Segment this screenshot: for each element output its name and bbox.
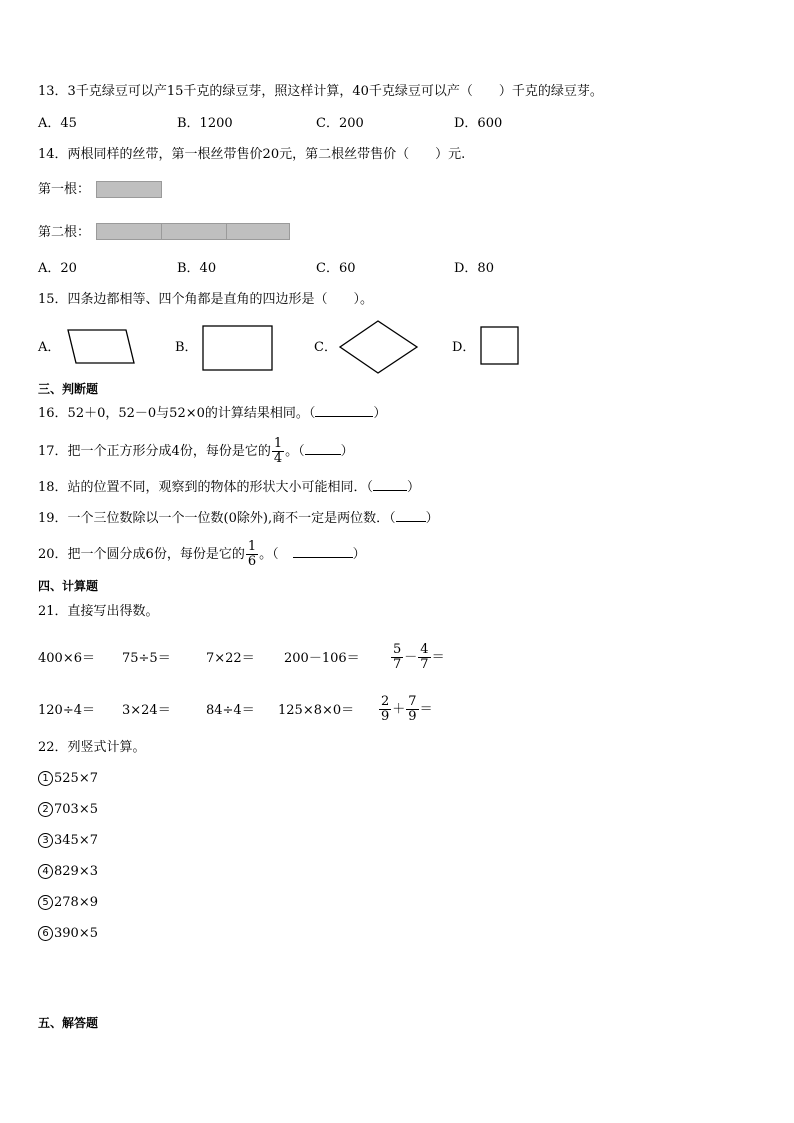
calc-item: 125×8×0＝ — [278, 703, 355, 718]
circled-number: 2 — [38, 802, 53, 817]
second-ribbon-segment-2 — [161, 223, 227, 240]
q18: 18．站的位置不同，观察到的物体的形状大小可能相同．（ ） — [38, 480, 421, 495]
q19-answer-blank[interactable] — [396, 521, 426, 522]
q21-text: 21．直接写出得数。 — [38, 604, 159, 619]
q15-option-b-label: B． — [175, 340, 198, 355]
q13-text: 13．3千克绿豆可以产15千克的绿豆芽，照这样计算，40千克绿豆可以产（ ）千克的绿豆芽。 — [38, 84, 603, 99]
vertical-calc-item: 1 525×7 — [38, 771, 98, 787]
q14-option-d: D．80 — [454, 261, 494, 276]
second-ribbon-segment-3 — [226, 223, 290, 240]
second-ribbon-segment-1 — [96, 223, 162, 240]
vertical-calc-item: 6 390×5 — [38, 926, 98, 942]
calc-item: 120÷4＝ — [38, 703, 95, 718]
q14-option-b: B．40 — [177, 261, 217, 276]
circled-number: 5 — [38, 895, 53, 910]
q14-option-a: A．20 — [38, 261, 77, 276]
circled-number: 6 — [38, 926, 53, 941]
calc-fraction-subtraction: $\frac{5}{7}$ － $\frac{4}{7}$ ＝ — [393, 642, 445, 672]
q17-answer-blank[interactable] — [305, 454, 341, 455]
q14-text: 14．两根同样的丝带，第一根丝带售价20元，第二根丝带售价（ ）元. — [38, 147, 466, 162]
rectangle-shape — [200, 324, 276, 372]
q17-fraction: $\frac{1}{4}$ — [273, 436, 283, 466]
square-shape — [479, 325, 521, 367]
q17: 17．把一个正方形分成4份，每份是它的 $\frac{1}{4}$ 。（ ） — [38, 436, 354, 466]
circled-number: 3 — [38, 833, 53, 848]
vertical-calc-item: 4 829×3 — [38, 864, 98, 880]
rhombus-shape — [338, 319, 420, 375]
section-3-heading: 三、判断题 — [38, 382, 99, 396]
parallelogram-shape — [64, 327, 138, 367]
section-4-heading: 四、计算题 — [38, 579, 99, 593]
q18-text: 18．站的位置不同，观察到的物体的形状大小可能相同．（ — [38, 480, 374, 495]
q22-text: 22．列竖式计算。 — [38, 740, 146, 755]
calc-item: 400×6＝ — [38, 651, 95, 666]
calc-item: 3×24＝ — [122, 703, 171, 718]
q20: 20．把一个圆分成6份，每份是它的 $\frac{1}{6}$ 。（ ） — [38, 539, 366, 569]
first-ribbon — [96, 181, 162, 198]
q16-text: 16．52＋0，52－0与52×0的计算结果相同。（ — [38, 406, 316, 421]
calc-item: 7×22＝ — [206, 651, 255, 666]
vertical-calc-item: 2 703×5 — [38, 802, 98, 818]
section-5-heading: 五、解答题 — [38, 1016, 99, 1030]
q15-option-d-label: D． — [452, 340, 476, 355]
q14-first-label: 第一根： — [38, 182, 91, 197]
calc-fraction-addition: $\frac{2}{9}$ ＋ $\frac{7}{9}$ ＝ — [381, 694, 433, 724]
q19: 19．一个三位数除以一个一位数(0除外),商不一定是两位数．（ ） — [38, 511, 439, 526]
circled-number: 4 — [38, 864, 53, 879]
q20-text: 20．把一个圆分成6份，每份是它的 — [38, 547, 245, 562]
q18-answer-blank[interactable] — [373, 490, 407, 491]
q13-option-d: D．600 — [454, 116, 503, 131]
q14-option-c: C．60 — [316, 261, 356, 276]
q17-text: 17．把一个正方形分成4份，每份是它的 — [38, 444, 271, 459]
vertical-calc-item: 5 278×9 — [38, 895, 98, 911]
vertical-calc-item: 3 345×7 — [38, 833, 98, 849]
q13-option-a: A．45 — [38, 116, 77, 131]
q15-text: 15．四条边都相等、四个角都是直角的四边形是（ ）。 — [38, 292, 374, 307]
calc-item: 84÷4＝ — [206, 703, 255, 718]
circled-number: 1 — [38, 771, 53, 786]
q19-text: 19．一个三位数除以一个一位数(0除外),商不一定是两位数．（ — [38, 511, 396, 526]
calc-item: 200－106＝ — [284, 651, 360, 666]
q13-option-b: B．1200 — [177, 116, 233, 131]
q20-answer-blank[interactable] — [293, 557, 353, 558]
q13-option-c: C．200 — [316, 116, 364, 131]
q15-option-a-label: A． — [38, 340, 61, 355]
q16-answer-blank[interactable] — [315, 416, 373, 417]
q14-second-label: 第二根： — [38, 225, 91, 240]
calc-item: 75÷5＝ — [122, 651, 171, 666]
q20-fraction: $\frac{1}{6}$ — [247, 539, 257, 569]
q15-option-c-label: C． — [314, 340, 337, 355]
q16: 16．52＋0，52－0与52×0的计算结果相同。（ ） — [38, 406, 387, 421]
